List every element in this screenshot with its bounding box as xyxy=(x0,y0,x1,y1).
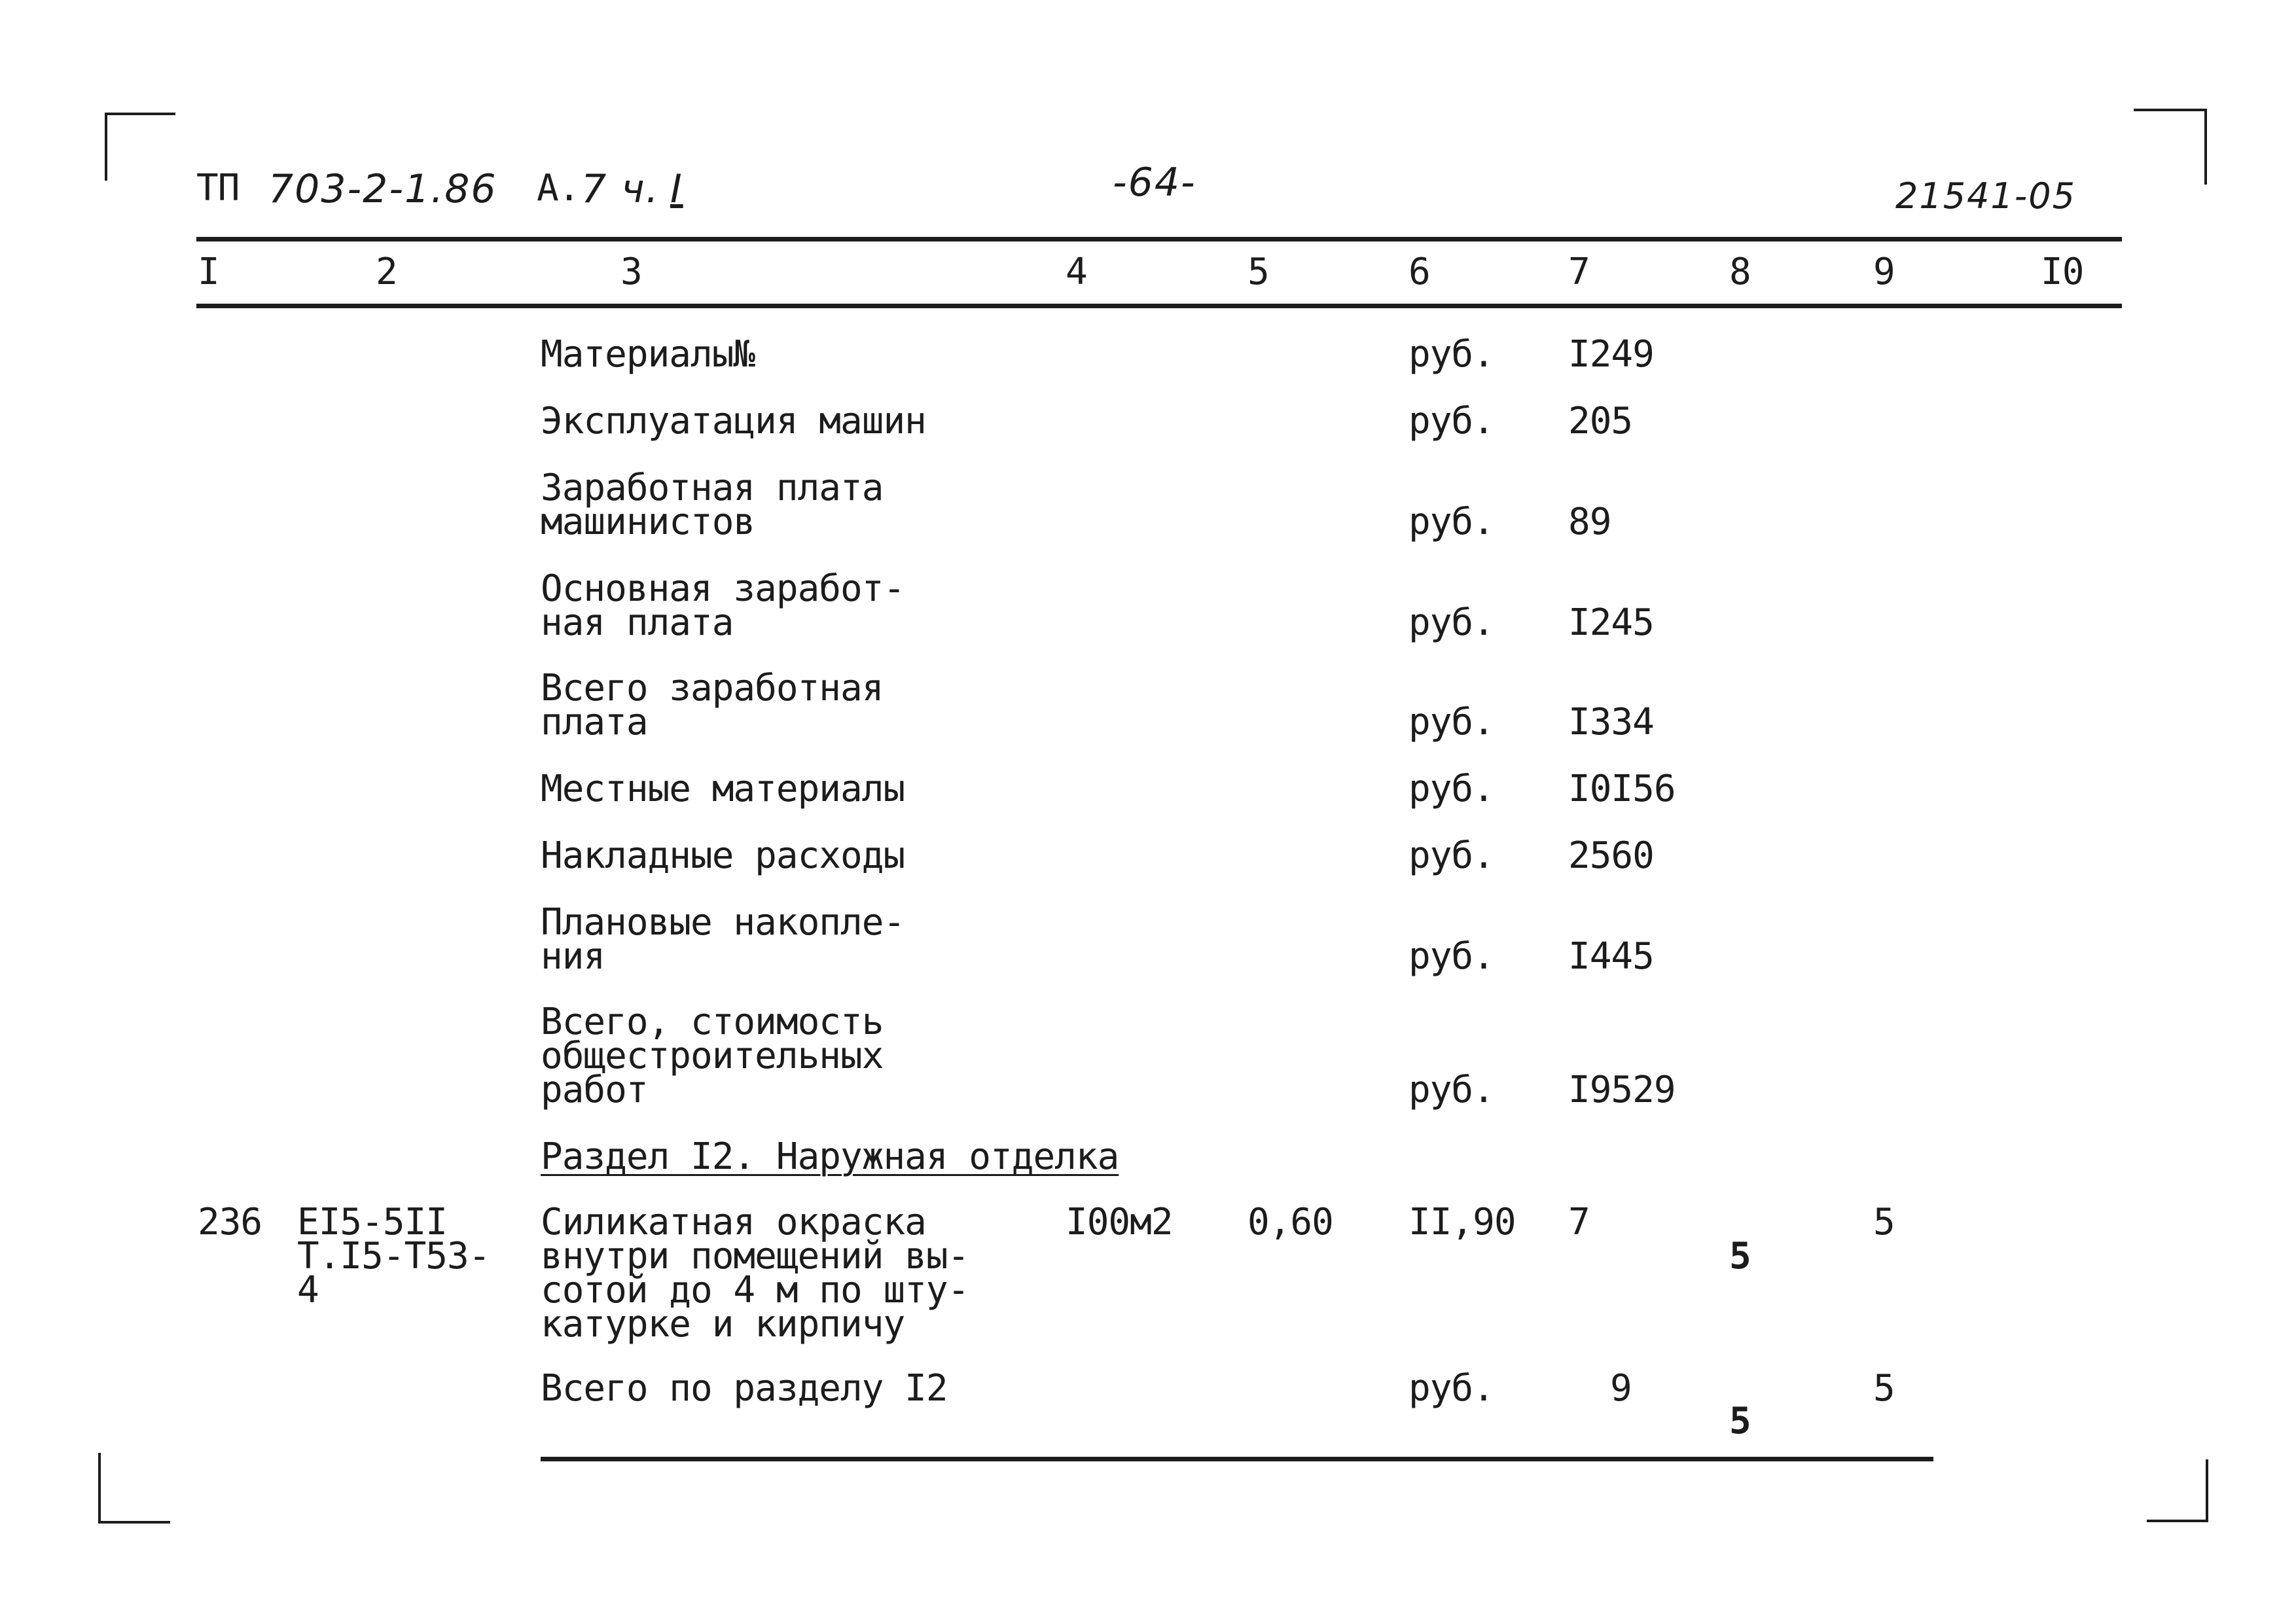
column-number: 8 xyxy=(1729,251,1751,293)
row-unit: руб. xyxy=(1408,400,1494,442)
row-unit: руб. xyxy=(1408,333,1494,376)
item-col7: 7 xyxy=(1568,1201,1590,1243)
column-number: I xyxy=(198,251,219,293)
corner-mark-top-left xyxy=(105,113,175,181)
row-amount: I334 xyxy=(1568,701,1654,743)
column-number: 6 xyxy=(1408,251,1430,293)
row-name: Плановые накопле- ния xyxy=(541,901,905,978)
header-tp-label: ТП xyxy=(196,167,240,209)
item-col8: 5 xyxy=(1729,1235,1751,1277)
header-part-number: I xyxy=(670,166,683,212)
row-unit: руб. xyxy=(1408,501,1494,543)
column-number: 7 xyxy=(1568,251,1590,293)
item-quantity: 0,60 xyxy=(1247,1201,1333,1243)
column-number: 4 xyxy=(1066,251,1087,293)
row-unit: руб. xyxy=(1408,1069,1494,1111)
footer-rule xyxy=(541,1457,1933,1461)
section-total-col7: 9 xyxy=(1610,1367,1632,1410)
row-amount: I9529 xyxy=(1568,1069,1676,1111)
section-total-unit: руб. xyxy=(1408,1367,1494,1410)
header-album-number: 7 ч. xyxy=(581,166,660,212)
row-amount: 205 xyxy=(1568,400,1633,442)
item-code: EI5-5II T.I5-T53- 4 xyxy=(297,1201,490,1311)
column-number: 5 xyxy=(1247,251,1269,293)
corner-mark-top-right xyxy=(2134,109,2207,185)
header-rule-bottom xyxy=(196,304,2122,308)
row-amount: I245 xyxy=(1568,601,1654,644)
row-amount: I249 xyxy=(1568,333,1654,376)
header-archive-number: 21541-05 xyxy=(1895,175,2076,217)
column-number: 9 xyxy=(1873,251,1895,293)
row-unit: руб. xyxy=(1408,935,1494,978)
row-unit: руб. xyxy=(1408,768,1494,810)
item-name: Силикатная окраска внутри помещений вы- сотой до 4 м по шту- катурке и кирпичу xyxy=(541,1201,969,1346)
section-total-name: Всего по разделу I2 xyxy=(541,1367,948,1410)
row-amount: I445 xyxy=(1568,935,1654,978)
section-total-col9: 5 xyxy=(1873,1367,1895,1410)
column-number: 3 xyxy=(620,251,642,293)
row-unit: руб. xyxy=(1408,701,1494,743)
item-number: 236 xyxy=(198,1201,262,1243)
header-album-label: А. xyxy=(537,167,580,209)
row-name: Всего, стоимость общестроительных работ xyxy=(541,1001,884,1111)
header-doc-number: 703-2-1.86 xyxy=(268,166,497,212)
row-amount: 89 xyxy=(1568,501,1611,543)
row-unit: руб. xyxy=(1408,601,1494,644)
item-price: II,90 xyxy=(1408,1201,1516,1243)
row-name: Эксплуатация машин xyxy=(541,400,926,442)
row-unit: руб. xyxy=(1408,834,1494,877)
section-total-col8: 5 xyxy=(1729,1400,1751,1442)
item-col9: 5 xyxy=(1873,1201,1895,1243)
row-name: Местные материалы xyxy=(541,768,905,810)
row-name: Накладные расходы xyxy=(541,834,905,877)
row-amount: I0I56 xyxy=(1568,768,1676,810)
row-name: Основная заработ- ная плата xyxy=(541,567,905,644)
row-name: Материалы№ xyxy=(541,333,755,376)
item-unit: I00м2 xyxy=(1066,1201,1173,1243)
corner-mark-bottom-left xyxy=(98,1453,170,1524)
row-name: Всего заработная плата xyxy=(541,667,884,743)
column-number: I0 xyxy=(2041,251,2084,293)
corner-mark-bottom-right xyxy=(2147,1459,2208,1522)
row-name: Заработная плата машинистов xyxy=(541,467,884,543)
row-amount: 2560 xyxy=(1568,834,1654,877)
header-page-number: -64- xyxy=(1113,160,1196,205)
section-title: Раздел I2. Наружная отделка xyxy=(541,1135,1119,1178)
column-number: 2 xyxy=(376,251,397,293)
header-rule-top xyxy=(196,237,2122,241)
